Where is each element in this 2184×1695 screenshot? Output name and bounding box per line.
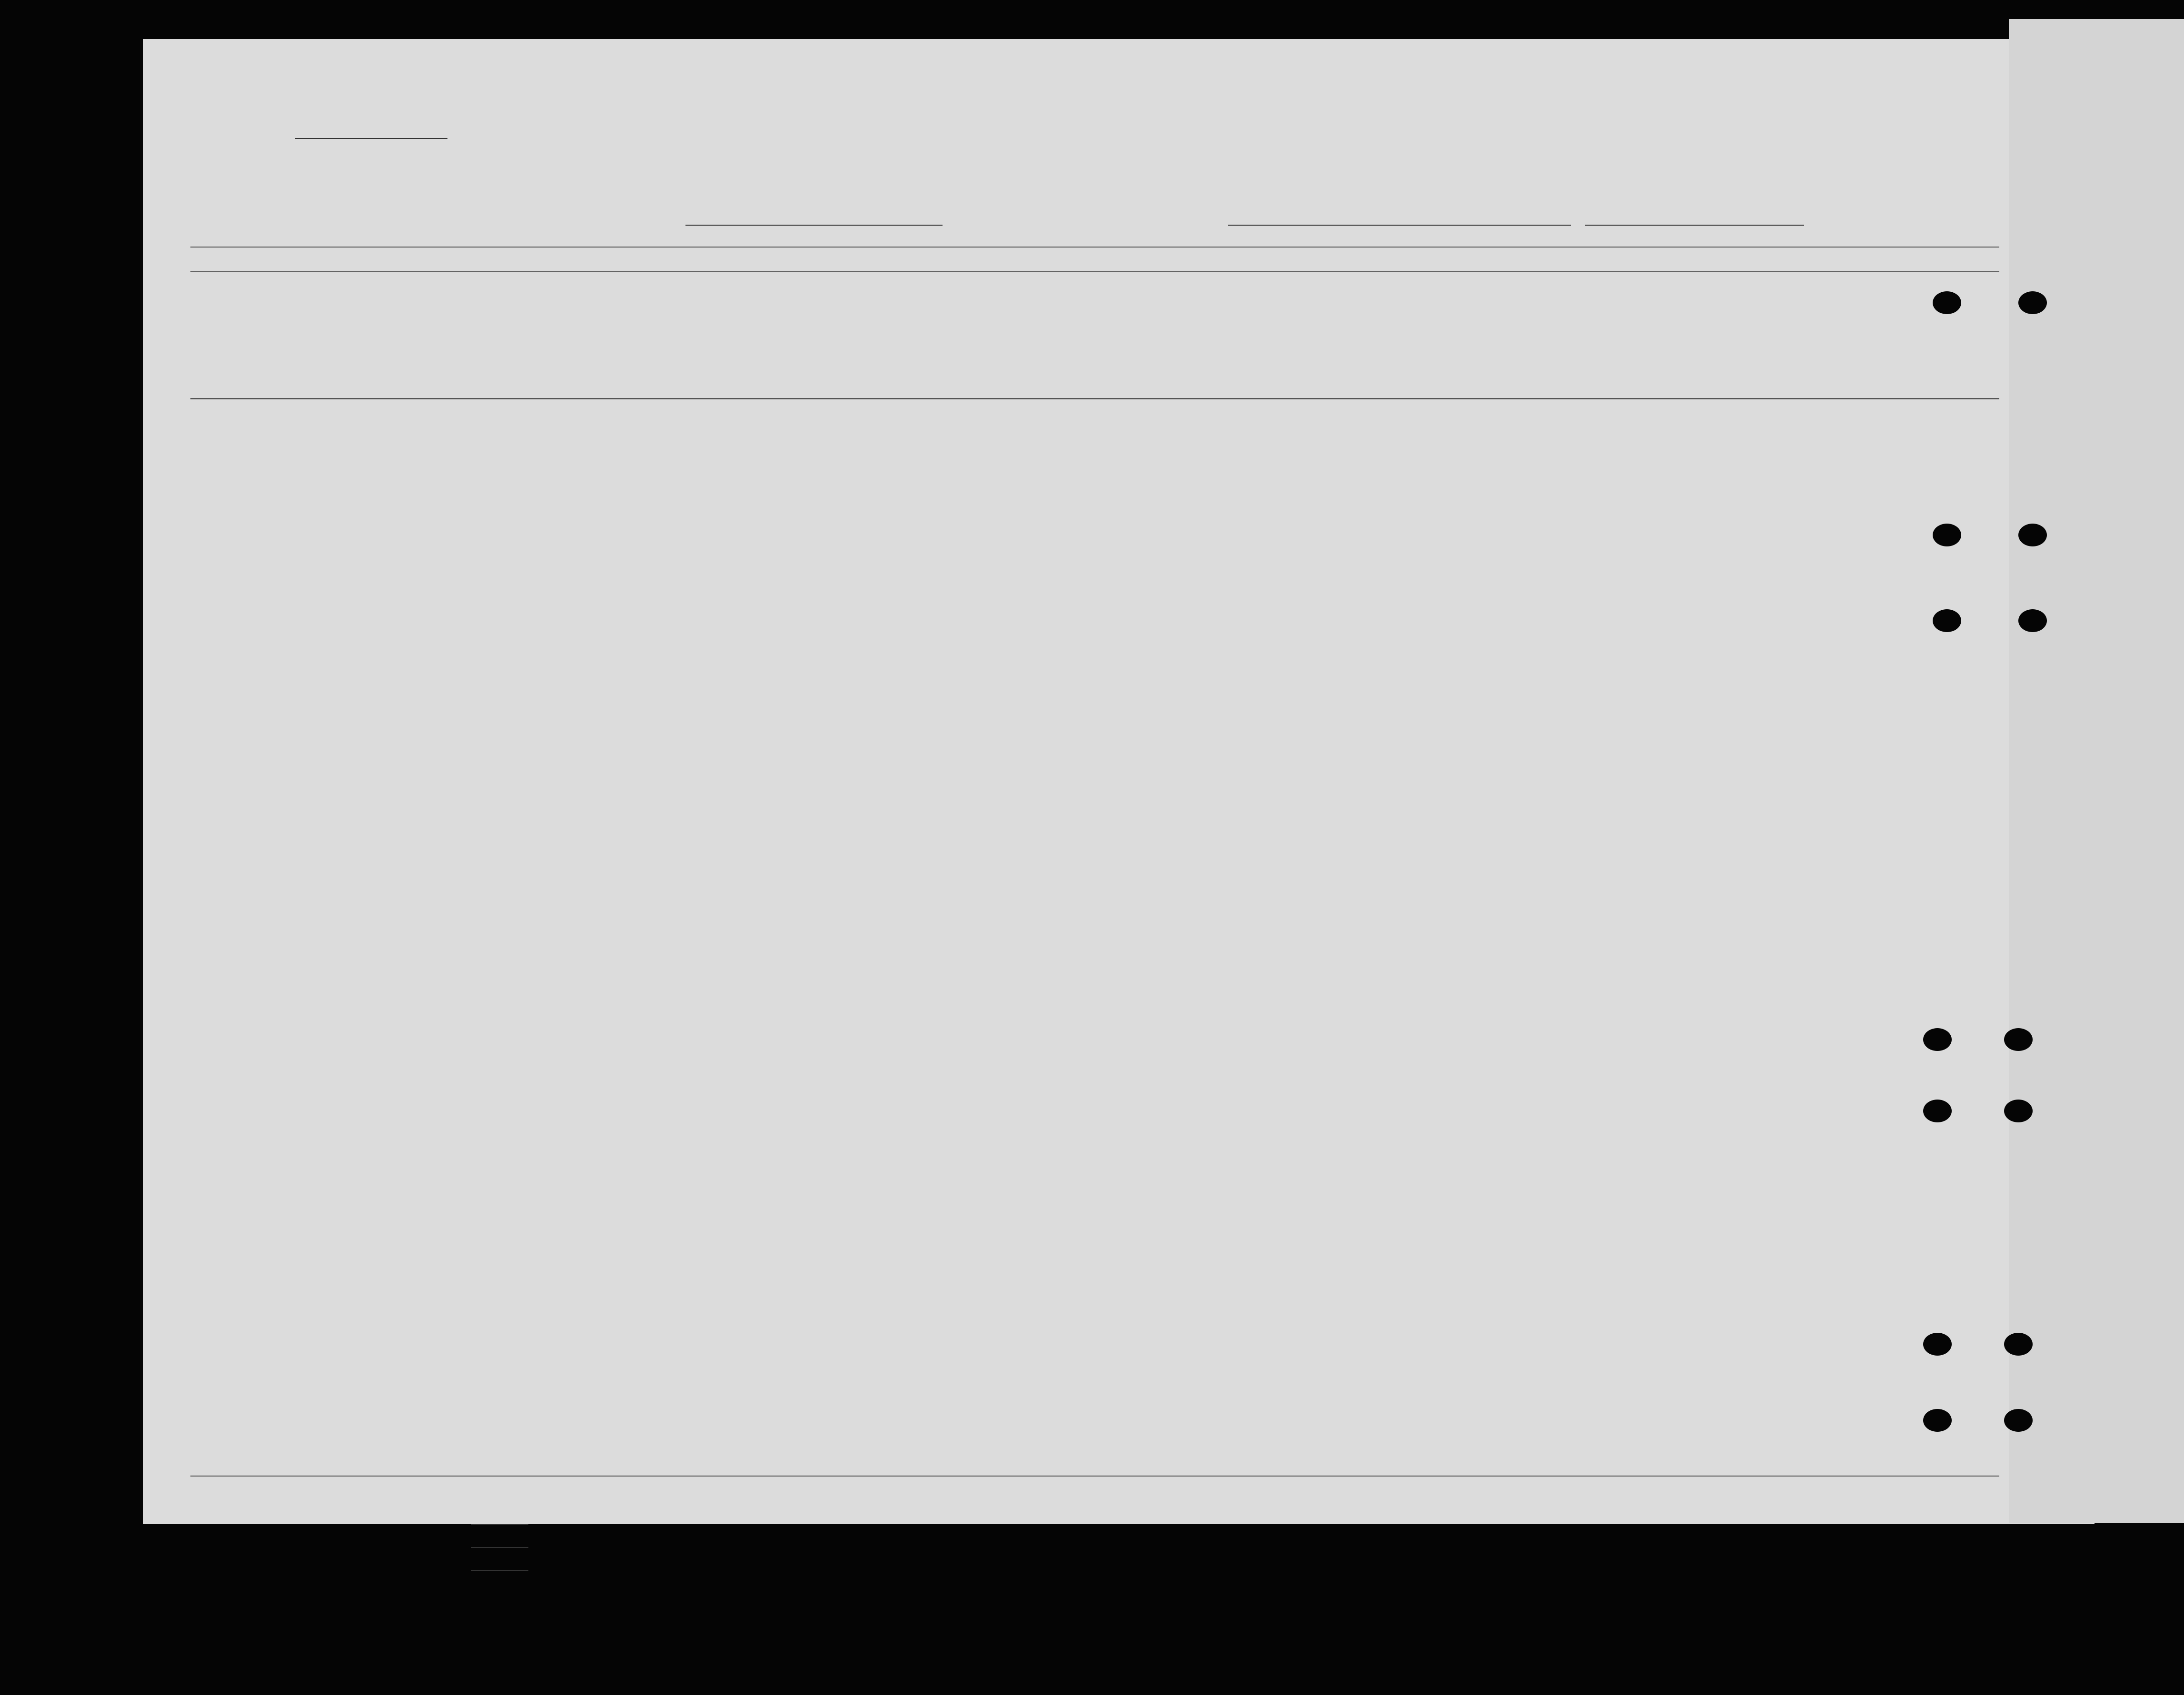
punch-hole xyxy=(2004,1333,2033,1356)
table-top-rule xyxy=(190,247,1999,248)
punch-hole xyxy=(1933,291,1961,314)
punch-hole xyxy=(1923,1333,1952,1356)
punch-hole xyxy=(2018,609,2047,632)
adjacent-sheet-strip xyxy=(2009,19,2184,1523)
punch-hole xyxy=(1933,609,1961,632)
punch-hole xyxy=(1923,1409,1952,1432)
punch-hole xyxy=(1923,1100,1952,1122)
aliens-value xyxy=(471,1570,528,1571)
punch-hole xyxy=(1933,524,1961,546)
table-bottom-rule xyxy=(190,1476,1999,1477)
punch-hole xyxy=(2004,1409,2033,1432)
punch-hole xyxy=(2004,1028,2033,1051)
ship-underline xyxy=(685,225,943,226)
date-underline xyxy=(1585,225,1804,226)
header-top-rule xyxy=(190,271,1999,272)
punch-hole xyxy=(2004,1100,2033,1122)
us-citizens-value xyxy=(471,1547,528,1548)
port-underline xyxy=(1228,225,1571,226)
total-passengers-value xyxy=(471,1524,528,1525)
punch-hole xyxy=(1923,1028,1952,1051)
manifest-sheet xyxy=(143,39,2095,1524)
punch-hole xyxy=(2018,524,2047,546)
punch-hole xyxy=(2018,291,2047,314)
list-underline xyxy=(295,138,447,139)
header-bottom-rule xyxy=(190,398,1999,399)
